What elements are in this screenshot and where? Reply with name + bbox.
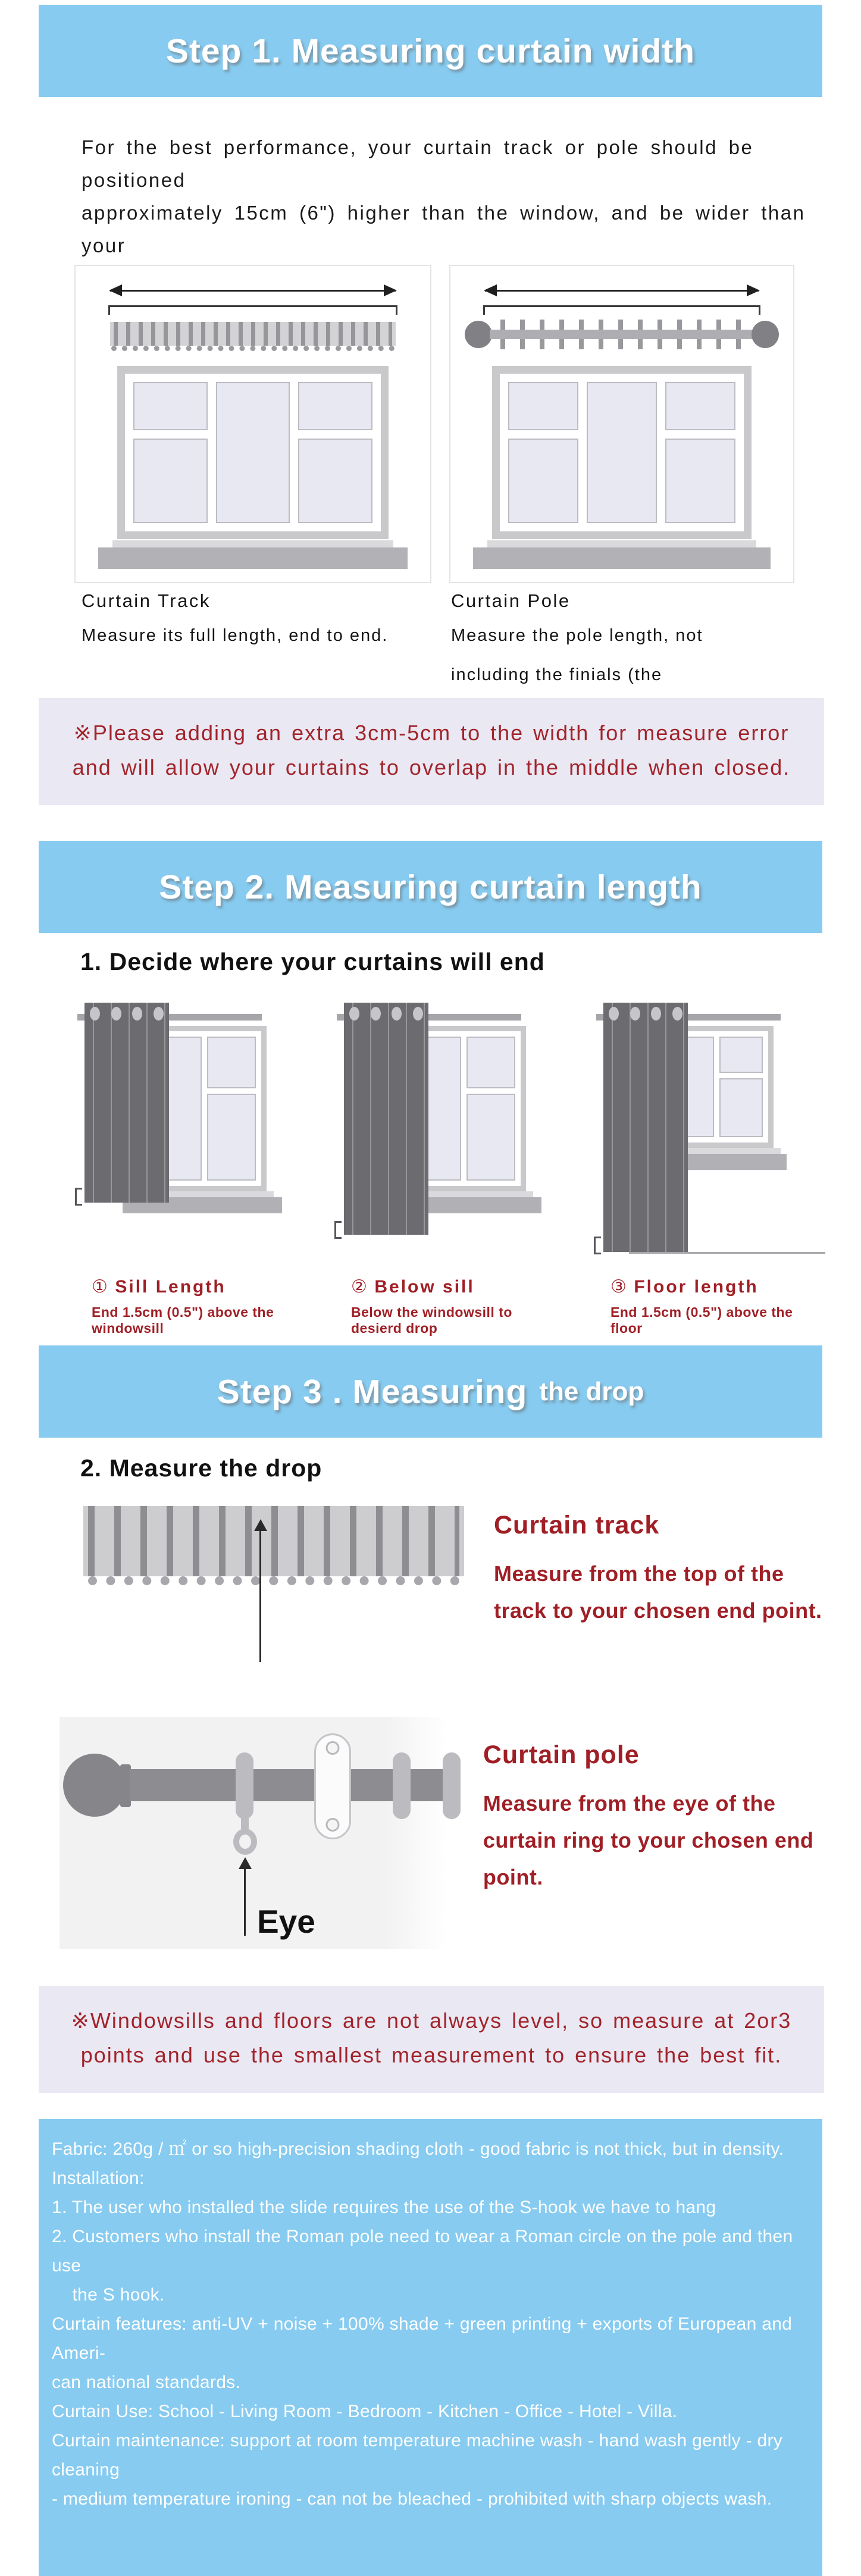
option-number: ① (92, 1276, 108, 1297)
windowsill (487, 540, 756, 547)
step1-banner-title: Step 1. Measuring curtain width (165, 32, 696, 70)
step1-captions (82, 590, 861, 690)
pole-caption-text: including the finials (the (451, 665, 663, 684)
width-arrow-icon (110, 290, 396, 292)
option-floor-length (596, 1000, 825, 1336)
option-desc: Below the windowsill to desierd drop (351, 1304, 512, 1336)
notice-line: ※Please adding an extra 3cm-5cm to the width for measure error (73, 721, 790, 745)
measure-pole-section (60, 1717, 825, 1949)
window-pane (587, 382, 657, 523)
step1-diagrams (74, 265, 861, 583)
window-pane (508, 382, 578, 430)
window-pane (508, 439, 578, 523)
curtain-panel (603, 1003, 688, 1252)
window-pane (665, 439, 735, 523)
footer-line: Curtain maintenance: support at room temperature machine wash - hand wash gently - dry cleaning (52, 2431, 788, 2480)
below-sill-diagram (337, 1000, 566, 1264)
pole-caption-title: Curtain Pole (451, 590, 571, 611)
pole-drop-desc: curtain ring to your chosen end (483, 1828, 814, 1852)
windowsill (98, 547, 408, 569)
windowsill (112, 540, 393, 547)
window-pane (298, 439, 372, 523)
floor-length-diagram (596, 1000, 825, 1264)
curtain-ring-icon (443, 1752, 461, 1819)
grommets-icon (84, 1003, 169, 1021)
track-hook-eyes-icon (88, 1576, 459, 1585)
curtain-panel (84, 1003, 169, 1203)
finial-icon (63, 1754, 126, 1817)
finial-icon (752, 321, 779, 348)
footer-line: 2. Customers who install the Roman pole need to wear a Roman circle on the pole and then use (52, 2227, 799, 2275)
length-options (77, 1000, 825, 1336)
pole-drop-title: Curtain pole (483, 1741, 640, 1769)
track-drop-desc: track to your chosen end point. (494, 1598, 822, 1623)
measure-bracket-icon (483, 305, 760, 315)
step1-intro (82, 131, 825, 262)
step2-banner (39, 841, 822, 933)
up-arrow-icon (244, 1860, 246, 1936)
window-pane (207, 1094, 256, 1181)
footer-line: Curtain Use: School - Living Room - Bedroom - Kitchen - Office - Hotel - Villa. (52, 2402, 678, 2421)
step1-banner (39, 5, 822, 97)
grommets-icon (344, 1003, 428, 1021)
option-desc: End 1.5cm (0.5") above the floor (610, 1304, 793, 1336)
footer-line: the S hook. (52, 2285, 165, 2305)
width-notice (39, 698, 824, 805)
curtain-pole-drop-graphic (60, 1717, 447, 1949)
option-sill-length (77, 1000, 306, 1336)
window-graphic (117, 366, 389, 539)
option-title: Below sill (374, 1277, 475, 1297)
option-number: ② (351, 1276, 367, 1297)
step3-heading: 2. Measure the drop (80, 1454, 323, 1482)
notice-line: points and use the smallest measurement to ensure the best fit. (80, 2043, 782, 2067)
step3-banner-title: Step 3 . Measuring (217, 1372, 528, 1411)
window-pane (719, 1037, 763, 1073)
curtain-ring-icon (236, 1752, 253, 1819)
measure-bracket-icon (108, 305, 397, 315)
curtain-track-graphic (110, 322, 396, 346)
level-notice (39, 1986, 824, 2093)
track-caption-title: Curtain Track (82, 590, 211, 611)
option-title: Sill Length (115, 1277, 226, 1297)
curtain-pole-diagram (449, 265, 794, 583)
window-pane (216, 382, 290, 523)
window-pane (466, 1094, 515, 1181)
finial-icon (465, 321, 492, 348)
pole-drop-desc: Measure from the eye of the (483, 1791, 776, 1816)
track-drop-title: Curtain track (494, 1511, 660, 1539)
up-arrow-icon (259, 1522, 261, 1662)
measure-mark-icon (334, 1221, 342, 1239)
step2-heading: 1. Decide where your curtains will end (80, 948, 545, 975)
window-pane (719, 1078, 763, 1137)
wall-bracket-icon (314, 1733, 351, 1839)
grommets-icon (603, 1003, 688, 1021)
width-arrow-icon (485, 290, 759, 292)
windowsill (473, 547, 771, 569)
window-pane (207, 1037, 256, 1088)
track-caption-text: Measure its full length, end to end. (82, 626, 389, 645)
curtain-pole-graphic (465, 318, 779, 350)
sill-length-diagram (77, 1000, 306, 1264)
step3-banner-subtitle: the drop (539, 1376, 644, 1406)
measure-mark-icon (75, 1188, 82, 1206)
track-drop-desc: Measure from the top of the (494, 1561, 784, 1586)
footer-line: - medium temperature ironing - can not be bleached - prohibited with sharp objects wash. (52, 2489, 772, 2509)
measure-track-section (83, 1506, 825, 1679)
track-hooks-icon (114, 322, 392, 346)
window-graphic (492, 366, 752, 539)
step3-banner (39, 1345, 822, 1438)
pole-caption-text: Measure the pole length, not (451, 626, 703, 645)
curtain-track-diagram (74, 265, 431, 583)
option-number: ③ (610, 1276, 627, 1297)
curtain-track-drop-graphic (83, 1506, 464, 1631)
notice-line: ※Windowsills and floors are not always level, so measure at 2or3 (71, 2008, 792, 2033)
track-hook-eyes-icon (111, 346, 395, 351)
footer-line: Installation: (52, 2168, 145, 2188)
option-title: Floor length (634, 1277, 759, 1297)
window-pane (133, 382, 208, 430)
window-pane (665, 382, 735, 430)
product-details-footer (39, 2119, 822, 2576)
notice-line: and will allow your curtains to overlap in the middle when closed. (72, 755, 791, 780)
window-pane (298, 382, 372, 430)
eye-label: Eye (257, 1903, 315, 1940)
curtain-panel (344, 1003, 428, 1235)
floor-line (629, 1252, 825, 1254)
intro-line: For the best performance, your curtain track or pole should be positioned (82, 136, 754, 191)
option-below-sill (337, 1000, 566, 1336)
footer-line: Fabric: 260g / ㎡ or so high-precision shading cloth - good fabric is not thick, but in density. (52, 2139, 784, 2159)
track-hooks-icon (88, 1506, 459, 1576)
measure-mark-icon (594, 1237, 601, 1254)
footer-line: 1. The user who installed the slide requires the use of the S-hook we have to hang (52, 2198, 716, 2217)
ring-eye-icon (233, 1829, 257, 1855)
pole-drop-desc: point. (483, 1865, 543, 1889)
footer-line: can national standards. (52, 2372, 241, 2392)
intro-line: approximately 15cm (6") higher than the window, and be wider than your (82, 202, 806, 256)
option-desc: End 1.5cm (0.5") above the windowsill (92, 1304, 274, 1336)
curtain-ring-icon (393, 1752, 411, 1819)
window-pane (466, 1037, 515, 1088)
footer-line: Curtain features: anti-UV + noise + 100% shade + green printing + exports of European and Ameri- (52, 2314, 797, 2363)
step2-banner-title: Step 2. Measuring curtain length (159, 868, 702, 906)
window-pane (133, 439, 208, 523)
